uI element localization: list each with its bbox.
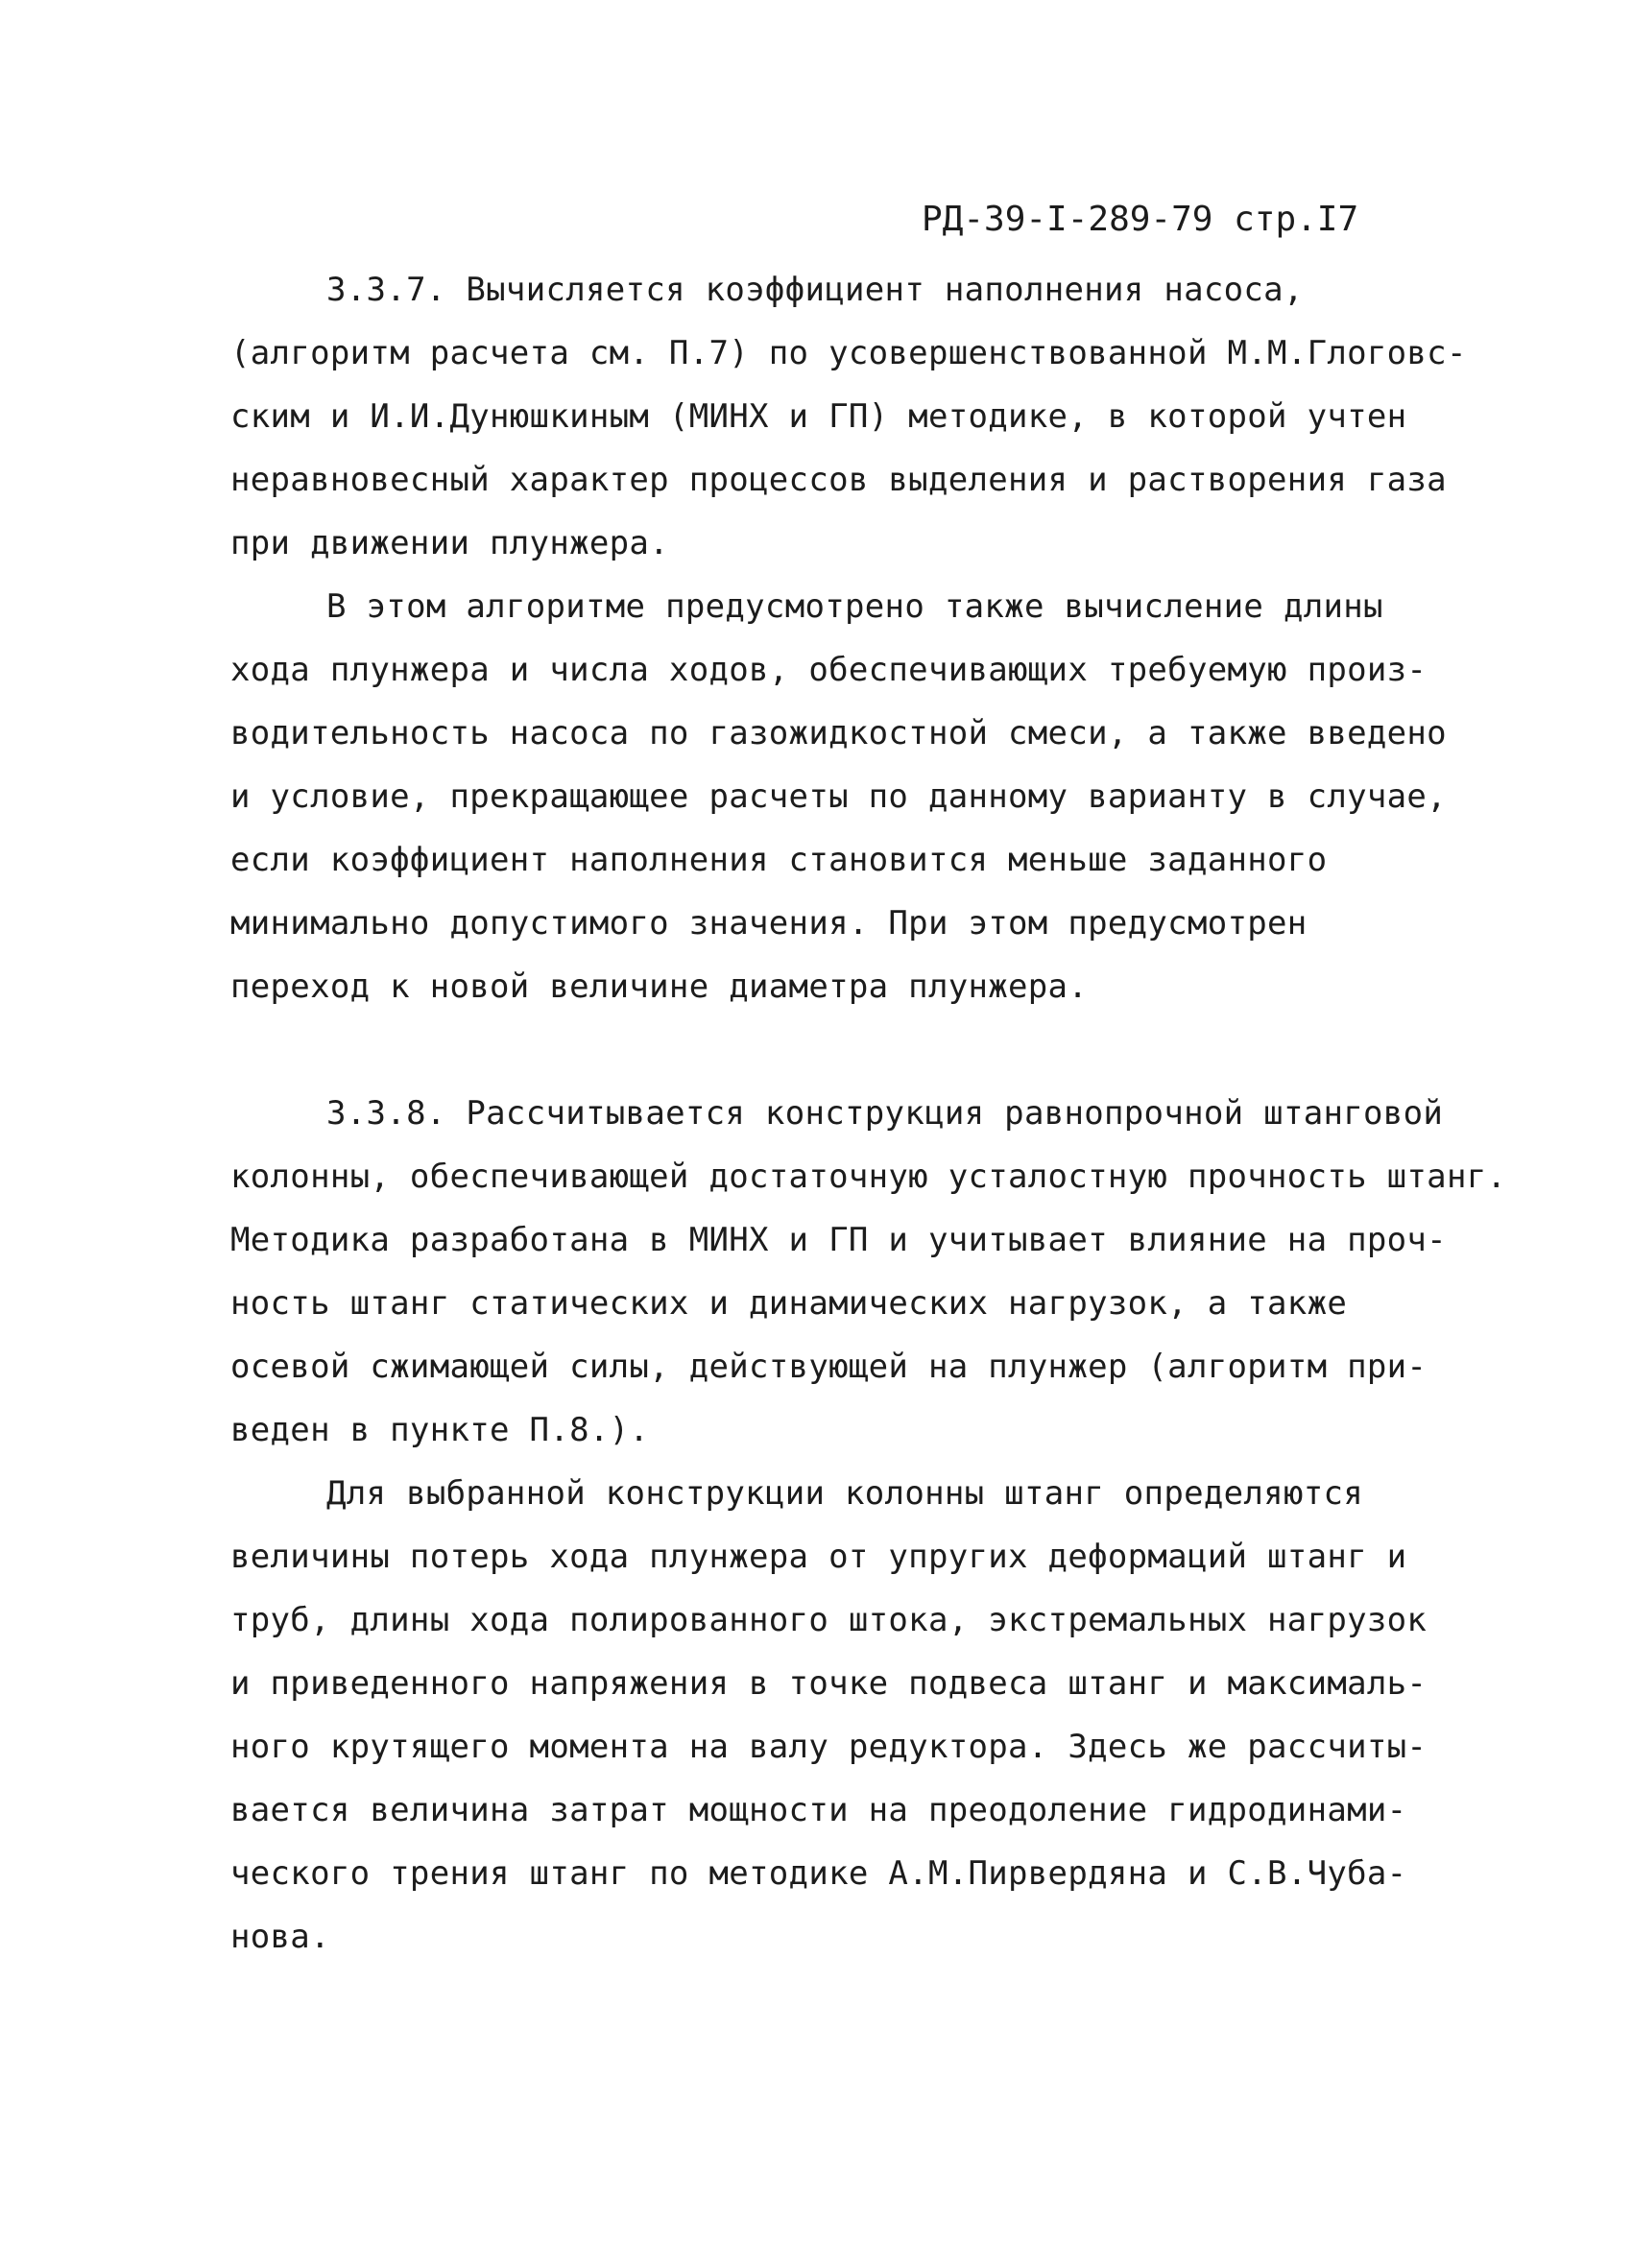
text-line: минимально допустимого значения. При этом предусмотрен [230,904,1308,943]
text-line: ность штанг статических и динамических нагрузок, а также [230,1284,1348,1323]
text-line: ским и И.И.Дунюшкиным (МИНХ и ГП) методике, в которой учтен [230,397,1407,436]
text-line: нова. [230,1918,330,1956]
text-line: хода плунжера и числа ходов, обеспечивающих требуемую произ- [230,651,1428,689]
text-line: переход к новой величине диаметра плунжера. [230,967,1089,1006]
text-line: труб, длины хода полированного штока, экстремальных нагрузок [230,1601,1428,1639]
text-line: если коэффициент наполнения становится меньше заданного [230,841,1328,879]
text-line: (алгоритм расчета см. П.7) по усовершенствованной М.М.Глоговс- [230,334,1467,372]
text-line: веден в пункте П.8.). [230,1411,650,1449]
text-line: осевой сжимающей силы, действующей на плунжер (алгоритм при- [230,1348,1428,1386]
text-line: 3.3.7. Вычисляется коэффициент наполнения насоса, [326,271,1304,309]
text-line: и условие, прекращающее расчеты по данному варианту в случае, [230,777,1447,816]
text-line: при движении плунжера. [230,524,669,562]
text-line: ного крутящего момента на валу редуктора. Здесь же рассчиты- [230,1728,1428,1766]
text-line: и приведенного напряжения в точке подвеса штанг и максималь- [230,1664,1428,1703]
text-line: вается величина затрат мощности на преодоление гидродинами- [230,1791,1407,1829]
text-line: величины потерь хода плунжера от упругих деформаций штанг и [230,1538,1407,1576]
text-line: В этом алгоритме предусмотрено также вычисление длины [326,587,1383,626]
text-line: водительность насоса по газожидкостной смеси, а также введено [230,714,1447,752]
text-line: Для выбранной конструкции колонны штанг определяются [326,1474,1364,1513]
text-line: ческого трения штанг по методике А.М.Пирвердяна и С.В.Чуба- [230,1854,1407,1893]
text-line: колонны, обеспечивающей достаточную усталостную прочность штанг. [230,1158,1507,1196]
text-line: 3.3.8. Рассчитывается конструкция равнопрочной штанговой [326,1094,1444,1133]
page-header-doc-ref: РД-39-I-289-79 стр.I7 [922,200,1359,239]
text-line: Методика разработана в МИНХ и ГП и учитывает влияние на проч- [230,1221,1447,1259]
text-line: неравновесный характер процессов выделения и растворения газа [230,461,1447,499]
